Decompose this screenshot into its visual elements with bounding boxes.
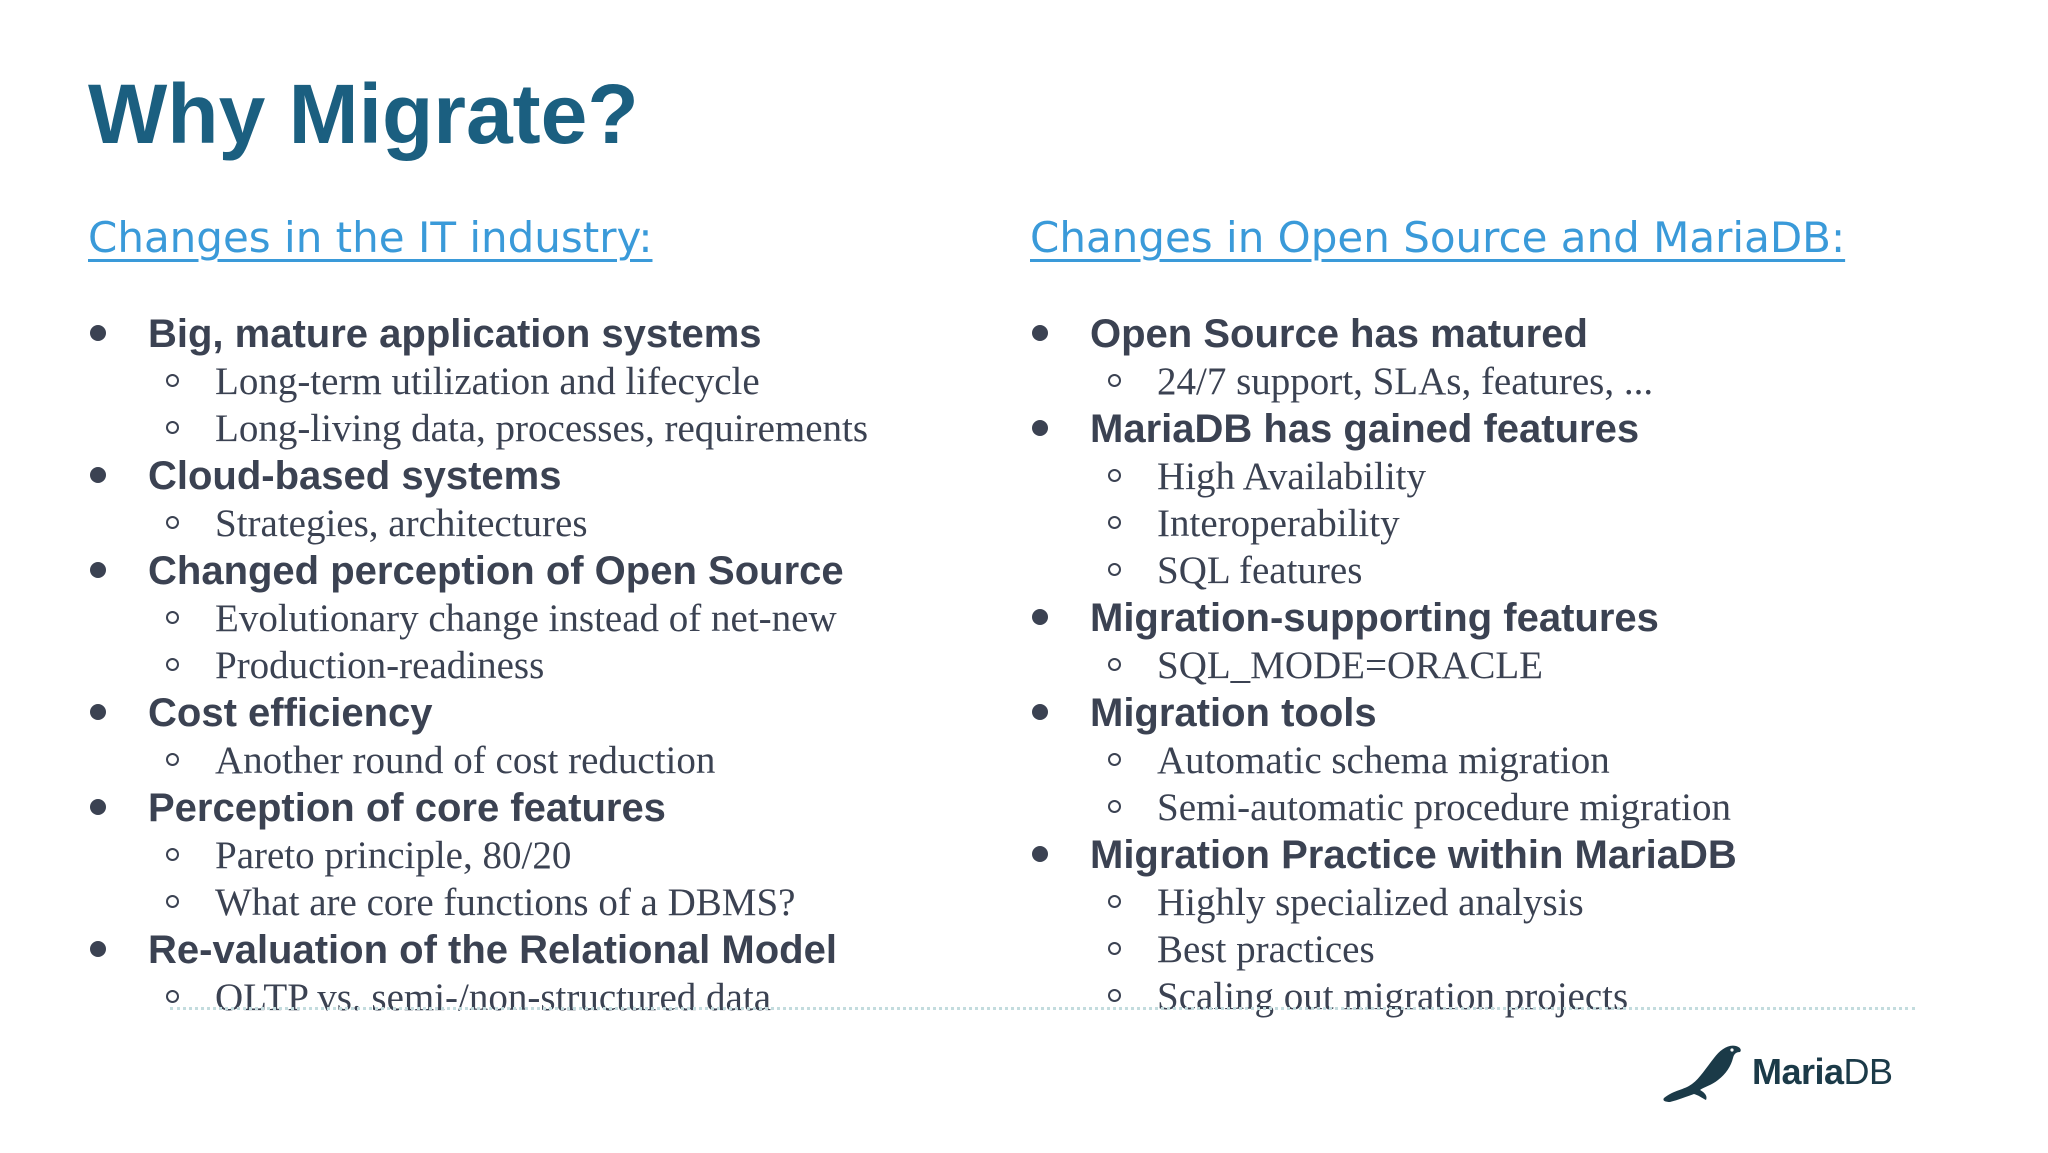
sub-bullet-list xyxy=(148,595,868,689)
sub-bullet-item xyxy=(148,642,868,689)
sub-bullet-text: Automatic schema migration xyxy=(1157,739,1610,782)
bullet-item xyxy=(88,452,868,547)
left-bullet-list xyxy=(88,310,868,1021)
bullet-label: Migration Practice within MariaDB xyxy=(1090,833,1737,877)
bullet-item xyxy=(88,784,868,926)
sub-bullet-ring-icon xyxy=(1108,469,1121,482)
sub-bullet-text: Another round of cost reduction xyxy=(215,739,716,782)
sub-bullet-list xyxy=(1090,879,1737,1020)
sub-bullet-ring-icon xyxy=(166,658,179,671)
bullet-dot-icon xyxy=(90,799,106,815)
sub-bullet-text: Strategies, architectures xyxy=(215,502,588,545)
sub-bullet-ring-icon xyxy=(1108,800,1121,813)
sub-bullet-list xyxy=(1090,642,1737,689)
bullet-dot-icon xyxy=(1032,704,1048,720)
sub-bullet-ring-icon xyxy=(1108,895,1121,908)
left-column-heading[interactable]: Changes in the IT industry: xyxy=(88,213,653,262)
sub-bullet-ring-icon xyxy=(166,848,179,861)
sub-bullet-ring-icon xyxy=(166,374,179,387)
logo-text-light: DB xyxy=(1843,1051,1893,1092)
sub-bullet-list xyxy=(148,832,868,926)
bullet-dot-icon xyxy=(90,704,106,720)
bullet-label: Changed perception of Open Source xyxy=(148,549,844,593)
slide-title: Why Migrate? xyxy=(88,67,639,161)
bullet-label: Cost efficiency xyxy=(148,691,433,735)
sub-bullet-text: OLTP vs. semi-/non-structured data xyxy=(215,976,772,1019)
sub-bullet-item xyxy=(148,595,868,642)
logo-text-strong: Maria xyxy=(1752,1051,1844,1092)
bullet-label: Migration-supporting features xyxy=(1090,596,1659,640)
sub-bullet-text: Pareto principle, 80/20 xyxy=(215,834,572,877)
sub-bullet-ring-icon xyxy=(1108,658,1121,671)
bullet-item xyxy=(88,310,868,452)
sub-bullet-list xyxy=(148,737,868,784)
sub-bullet-list xyxy=(1090,453,1737,594)
sub-bullet-item xyxy=(148,879,868,926)
sub-bullet-text: Semi-automatic procedure migration xyxy=(1157,786,1731,829)
sub-bullet-text: 24/7 support, SLAs, features, ... xyxy=(1157,360,1654,403)
bullet-label: Perception of core features xyxy=(148,786,666,830)
sub-bullet-item xyxy=(1090,784,1737,831)
right-column xyxy=(1030,208,1990,1018)
sub-bullet-ring-icon xyxy=(166,753,179,766)
sub-bullet-text: Evolutionary change instead of net-new xyxy=(215,597,837,640)
bullet-dot-icon xyxy=(90,467,106,483)
right-column-heading[interactable]: Changes in Open Source and MariaDB: xyxy=(1030,213,1846,262)
bullet-item xyxy=(1030,594,1737,689)
sub-bullet-text: Highly specialized analysis xyxy=(1157,881,1584,924)
sub-bullet-ring-icon xyxy=(1108,563,1121,576)
sub-bullet-ring-icon xyxy=(166,611,179,624)
logo-wordmark xyxy=(1752,1052,1893,1092)
bullet-item xyxy=(1030,831,1737,1020)
bullet-label: Big, mature application systems xyxy=(148,312,762,356)
bullet-item xyxy=(88,547,868,689)
sub-bullet-text: Production-readiness xyxy=(215,644,545,687)
bullet-dot-icon xyxy=(90,941,106,957)
right-bullet-list xyxy=(1030,310,1737,1020)
left-column xyxy=(88,208,988,1019)
bullet-label: Re-valuation of the Relational Model xyxy=(148,928,837,972)
sub-bullet-ring-icon xyxy=(1108,516,1121,529)
sub-bullet-list xyxy=(1090,358,1737,405)
sub-bullet-list xyxy=(148,358,868,452)
bullet-label: MariaDB has gained features xyxy=(1090,407,1640,451)
sub-bullet-ring-icon xyxy=(1108,374,1121,387)
sub-bullet-item xyxy=(148,974,868,1021)
sub-bullet-ring-icon xyxy=(166,421,179,434)
sub-bullet-item xyxy=(148,500,868,547)
sub-bullet-text: Long-living data, processes, requirements xyxy=(215,407,869,450)
bullet-label: Cloud-based systems xyxy=(148,454,562,498)
bullet-dot-icon xyxy=(90,562,106,578)
sub-bullet-ring-icon xyxy=(1108,989,1121,1002)
bullet-label: Open Source has matured xyxy=(1090,312,1588,356)
bullet-item xyxy=(88,689,868,784)
sub-bullet-text: Long-term utilization and lifecycle xyxy=(215,360,760,403)
sub-bullet-text: Best practices xyxy=(1157,928,1375,971)
sub-bullet-ring-icon xyxy=(1108,942,1121,955)
sub-bullet-item xyxy=(148,832,868,879)
sub-bullet-ring-icon xyxy=(166,990,179,1003)
sub-bullet-item xyxy=(148,358,868,405)
sub-bullet-item xyxy=(1090,547,1737,594)
sub-bullet-item xyxy=(148,737,868,784)
sub-bullet-list xyxy=(148,974,868,1021)
sub-bullet-item xyxy=(1090,358,1737,405)
mariadb-logo xyxy=(1660,1040,1920,1104)
sub-bullet-item xyxy=(1090,453,1737,500)
sub-bullet-text: SQL features xyxy=(1157,549,1363,592)
sub-bullet-list xyxy=(148,500,868,547)
sub-bullet-ring-icon xyxy=(166,895,179,908)
sub-bullet-item xyxy=(1090,642,1737,689)
sub-bullet-item xyxy=(1090,926,1737,973)
sub-bullet-item xyxy=(148,405,868,452)
sub-bullet-ring-icon xyxy=(166,516,179,529)
sub-bullet-item xyxy=(1090,879,1737,926)
sub-bullet-text: Scaling out migration projects xyxy=(1157,975,1629,1018)
sub-bullet-text: SQL_MODE=ORACLE xyxy=(1157,644,1544,687)
dotted-divider xyxy=(170,1007,1915,1010)
sub-bullet-item xyxy=(1090,973,1737,1020)
bullet-label: Migration tools xyxy=(1090,691,1377,735)
bullet-dot-icon xyxy=(1032,325,1048,341)
sub-bullet-text: What are core functions of a DBMS? xyxy=(215,881,796,924)
seal-icon xyxy=(1660,1040,1750,1104)
bullet-dot-icon xyxy=(1032,609,1048,625)
bullet-item xyxy=(1030,689,1737,831)
sub-bullet-item xyxy=(1090,737,1737,784)
sub-bullet-ring-icon xyxy=(1108,753,1121,766)
bullet-item xyxy=(1030,310,1737,405)
bullet-dot-icon xyxy=(1032,846,1048,862)
sub-bullet-text: Interoperability xyxy=(1157,502,1400,545)
sub-bullet-item xyxy=(1090,500,1737,547)
sub-bullet-text: High Availability xyxy=(1157,455,1427,498)
bullet-item xyxy=(1030,405,1737,594)
bullet-dot-icon xyxy=(1032,420,1048,436)
sub-bullet-list xyxy=(1090,737,1737,831)
bullet-dot-icon xyxy=(90,325,106,341)
